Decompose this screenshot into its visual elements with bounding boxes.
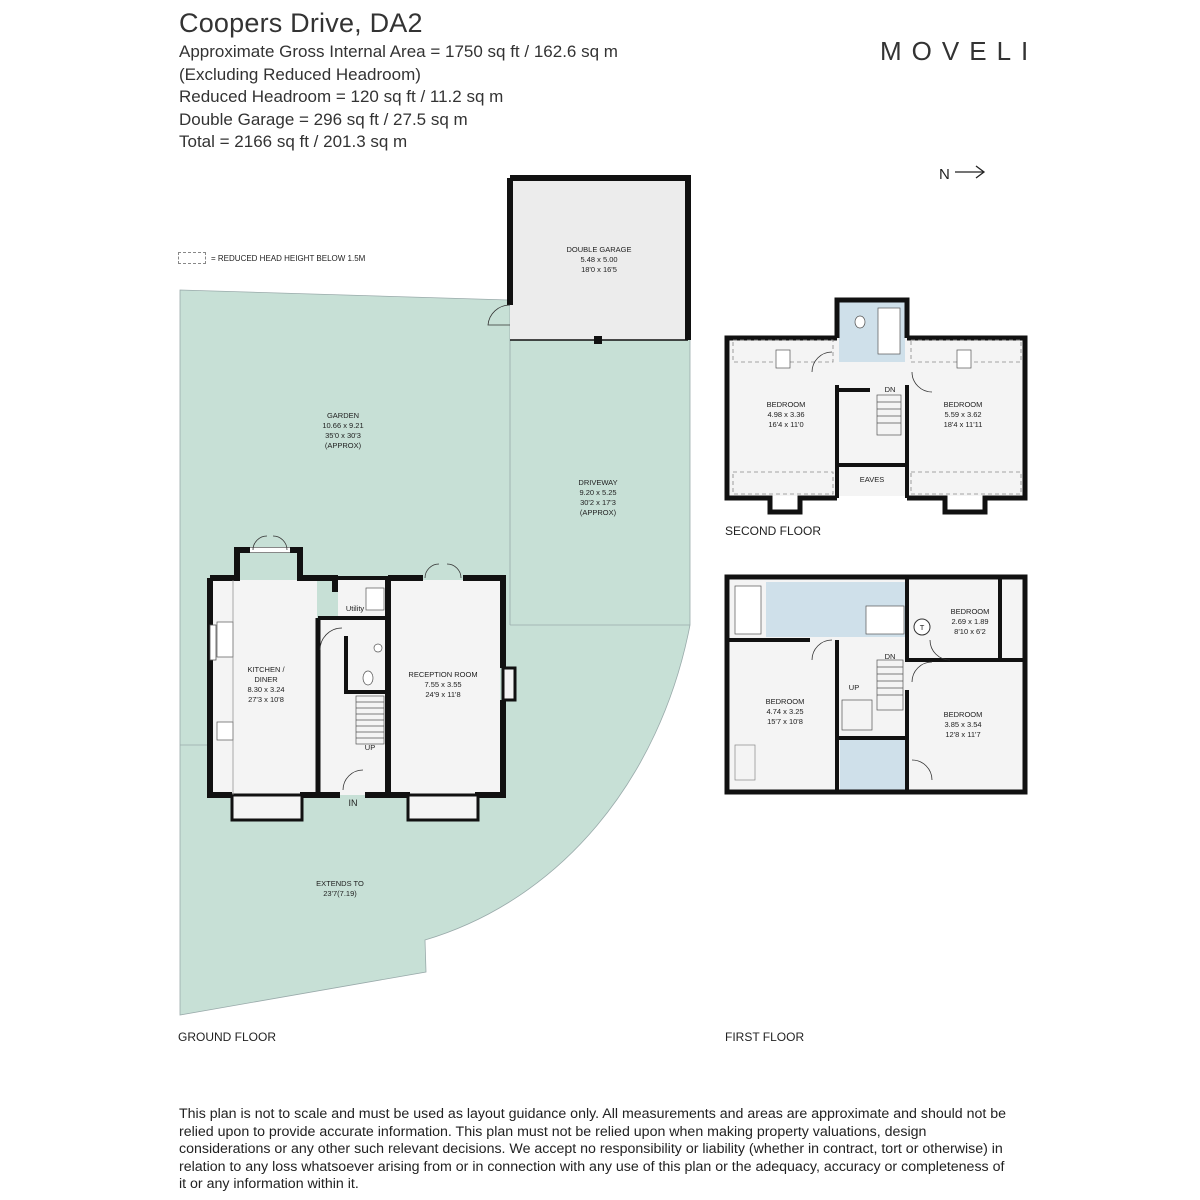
garage-name: DOUBLE GARAGE [566, 245, 632, 254]
sf-right-bedroom-metric: 5.59 x 3.62 [944, 410, 982, 419]
ff-stair-dn: DN [884, 652, 896, 661]
garage-area-line: Double Garage = 296 sq ft / 27.5 sq m [179, 109, 468, 129]
eaves-label: EAVES [859, 475, 885, 484]
reception-name: RECEPTION ROOM [408, 670, 478, 679]
north-letter: N [939, 166, 950, 183]
total-area-line: Total = 2166 sq ft / 201.3 sq m [179, 132, 408, 151]
cupboard-label: T [919, 623, 925, 632]
sf-right-bedroom-imperial: 18'4 x 11'11 [943, 420, 983, 429]
garden-metric: 10.66 x 9.21 [322, 421, 364, 430]
legend-text: = REDUCED HEAD HEIGHT BELOW 1.5M [211, 253, 366, 263]
reception-imperial: 24'9 x 11'8 [425, 690, 461, 699]
excluding-note-line: (Excluding Reduced Headroom) [179, 64, 421, 84]
utility-name: Utility [345, 604, 365, 613]
kitchen-name-2: DINER [254, 675, 278, 684]
ff-bedroom-a-imperial: 8'10 x 6'2 [954, 627, 986, 636]
ff-bedroom-c-name: BEDROOM [943, 710, 983, 719]
extends-line-1: EXTENDS TO [316, 879, 364, 888]
garage-imperial: 18'0 x 16'5 [581, 265, 617, 274]
entrance-label: IN [348, 798, 358, 808]
garden-name: GARDEN [326, 411, 360, 420]
sf-right-bedroom-name: BEDROOM [943, 400, 983, 409]
disclaimer: This plan is not to scale and must be used as layout guidance only. All measurements and areas are approximate and should not be relied upon to provide accurate information. This plan must not be relied upon when making property valuations, design considerations or any other such relevant decisions. We accept no responsibility or liability (whether in contract, tort or otherwise) in relation to any loss whatsoever arising from or in connection with any use of this plan or the adequacy, accuracy or completeness of it or any information within it. [179, 1106, 1007, 1192]
driveway-note: (APPROX) [579, 508, 617, 517]
ff-stair-up: UP [848, 683, 860, 692]
ff-bedroom-c-metric: 3.85 x 3.54 [944, 720, 982, 729]
ground-stair-label: UP [364, 743, 376, 752]
first-floor-plan [727, 577, 1025, 792]
ff-bedroom-b-imperial: 15'7 x 10'8 [767, 717, 803, 726]
ff-bedroom-c-imperial: 12'8 x 11'7 [945, 730, 981, 739]
second-floor-label: SECOND FLOOR [725, 524, 822, 538]
reception-metric: 7.55 x 3.55 [424, 680, 462, 689]
garden-imperial: 35'0 x 30'3 [325, 431, 361, 440]
sf-left-bedroom-imperial: 16'4 x 11'0 [768, 420, 804, 429]
sf-left-bedroom-name: BEDROOM [766, 400, 806, 409]
ground-floor-plan [180, 178, 690, 1015]
kitchen-name: KITCHEN / [247, 665, 285, 674]
ff-bedroom-a-name: BEDROOM [950, 607, 990, 616]
sf-left-bedroom-metric: 4.98 x 3.36 [767, 410, 805, 419]
moveli-logo: MOVELI [880, 36, 1039, 66]
kitchen-imperial: 27'3 x 10'8 [248, 695, 284, 704]
ff-bedroom-b-metric: 4.74 x 3.25 [766, 707, 804, 716]
gross-area-line: Approximate Gross Internal Area = 1750 sq ft / 162.6 sq m [179, 42, 618, 61]
ground-floor-label: GROUND FLOOR [178, 1030, 277, 1044]
driveway-metric: 9.20 x 5.25 [579, 488, 617, 497]
first-floor-label: FIRST FLOOR [725, 1030, 805, 1044]
sf-stair-label: DN [884, 385, 896, 394]
ff-bedroom-b-name: BEDROOM [765, 697, 805, 706]
ff-bedroom-a-metric: 2.69 x 1.89 [951, 617, 989, 626]
kitchen-metric: 8.30 x 3.24 [247, 685, 285, 694]
property-title: Coopers Drive, DA2 [179, 8, 423, 38]
driveway-imperial: 30'2 x 17'3 [580, 498, 616, 507]
first-floor-ensuite [840, 740, 906, 790]
second-floor-plan [727, 300, 1025, 512]
extends-line-2: 23'7(7.19) [323, 889, 357, 898]
driveway-name: DRIVEWAY [578, 478, 618, 487]
garden-note: (APPROX) [324, 441, 362, 450]
reduced-headroom-line: Reduced Headroom = 120 sq ft / 11.2 sq m [179, 87, 504, 106]
garage-metric: 5.48 x 5.00 [580, 255, 618, 264]
